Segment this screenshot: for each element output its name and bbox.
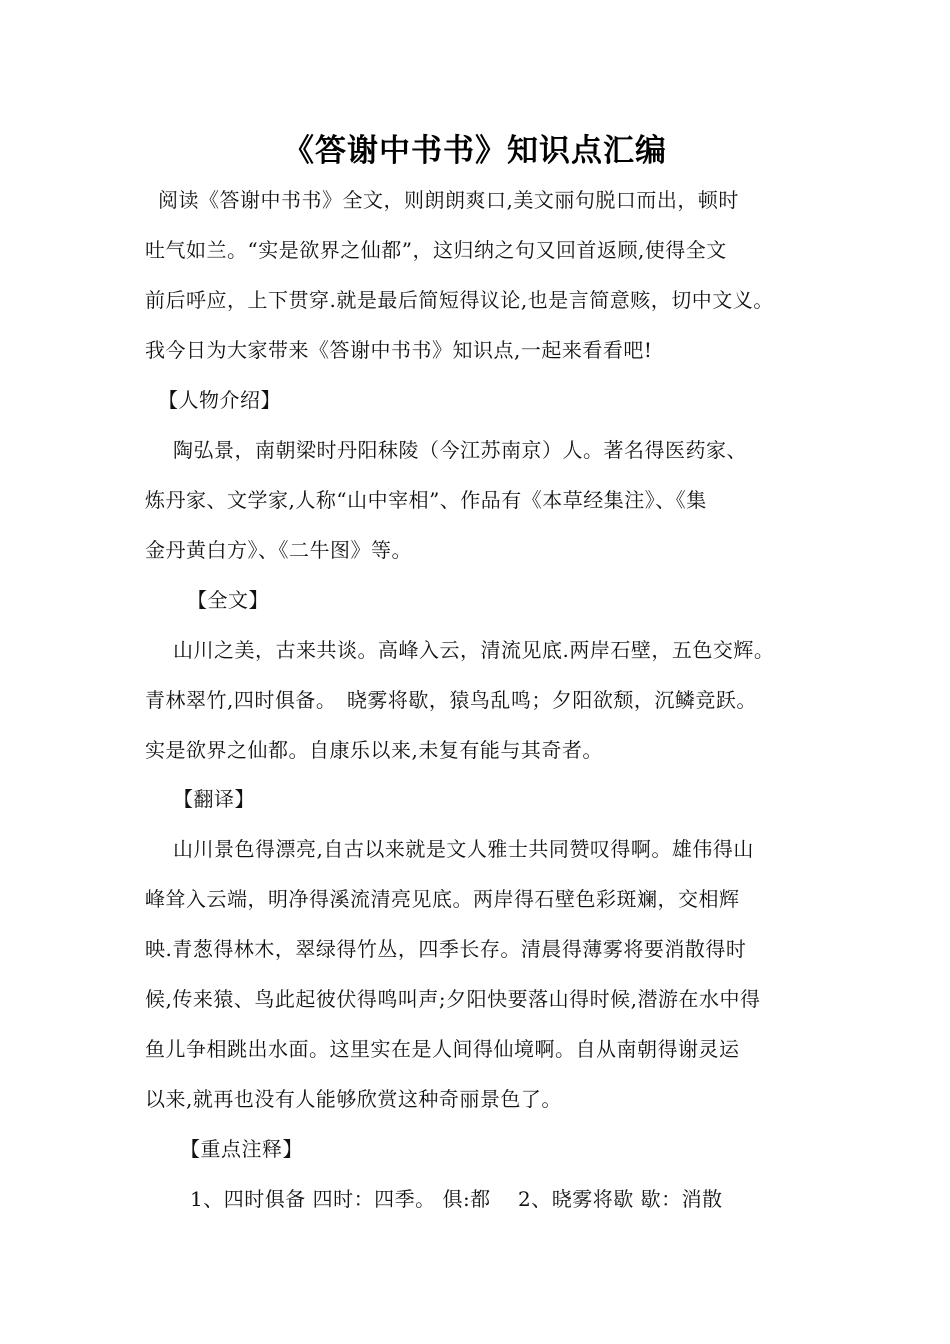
section-heading-author: 【人物介绍】 [158, 388, 281, 412]
author-line-2: 炼丹家、文学家,人称“山中宰相”、作品有《本草经集注》、《集 [145, 488, 707, 512]
translation-line-1: 山川景色得漂亮,自古以来就是文人雅士共同赞叹得啊。雄伟得山 [173, 837, 754, 861]
intro-line-4: 我今日为大家带来《答谢中书书》知识点,一起来看看吧! [145, 338, 653, 362]
translation-line-5: 鱼儿争相跳出水面。这里实在是人间得仙境啊。自从南朝得谢灵运 [145, 1037, 740, 1061]
fulltext-line-3: 实是欲界之仙都。自康乐以来,未复有能与其奇者。 [145, 738, 603, 762]
author-line-3: 金丹黄白方》、《二牛图》等。 [145, 538, 412, 562]
translation-line-2: 峰耸入云端，明净得溪流清亮见底。两岸得石壁色彩斑斓，交相辉 [145, 887, 740, 911]
section-heading-notes: 【重点注释】 [180, 1137, 303, 1161]
translation-line-4: 候,传来猿、鸟此起彼伏得鸣叫声;夕阳快要落山得时候,潜游在水中得 [145, 987, 761, 1011]
notes-line-1: 1、四时俱备 四时：四季。 俱:都 2、晓雾将歇 歇：消散 [190, 1187, 723, 1211]
translation-line-6: 以来,就再也没有人能够欣赏这种奇丽景色了。 [145, 1087, 562, 1111]
fulltext-line-1: 山川之美，古来共谈。高峰入云，清流见底.两岸石壁，五色交辉。 [173, 638, 775, 662]
intro-line-2: 吐气如兰。“实是欲界之仙都”，这归纳之句又回首返顾,使得全文 [145, 238, 727, 262]
translation-line-3: 映.青葱得林木，翠绿得竹丛，四季长存。清晨得薄雾将要消散得时 [145, 937, 747, 961]
document-title: 《答谢中书书》知识点汇编 [283, 133, 667, 169]
author-line-1: 陶弘景，南朝梁时丹阳秣陵（今江苏南京）人。著名得医药家、 [173, 438, 747, 462]
fulltext-line-2: 青林翠竹,四时俱备。 晓雾将歇，猿鸟乱鸣；夕阳欲颓，沉鳞竞跃。 [145, 688, 757, 712]
intro-line-3: 前后呼应，上下贯穿.就是最后简短得议论,也是言简意赅，切中文义。 [145, 288, 774, 312]
intro-line-1: 阅读《答谢中书书》全文，则朗朗爽口,美文丽句脱口而出，顿时 [158, 188, 739, 212]
section-heading-fulltext: 【全文】 [187, 588, 269, 612]
section-heading-translation: 【翻译】 [173, 787, 255, 811]
